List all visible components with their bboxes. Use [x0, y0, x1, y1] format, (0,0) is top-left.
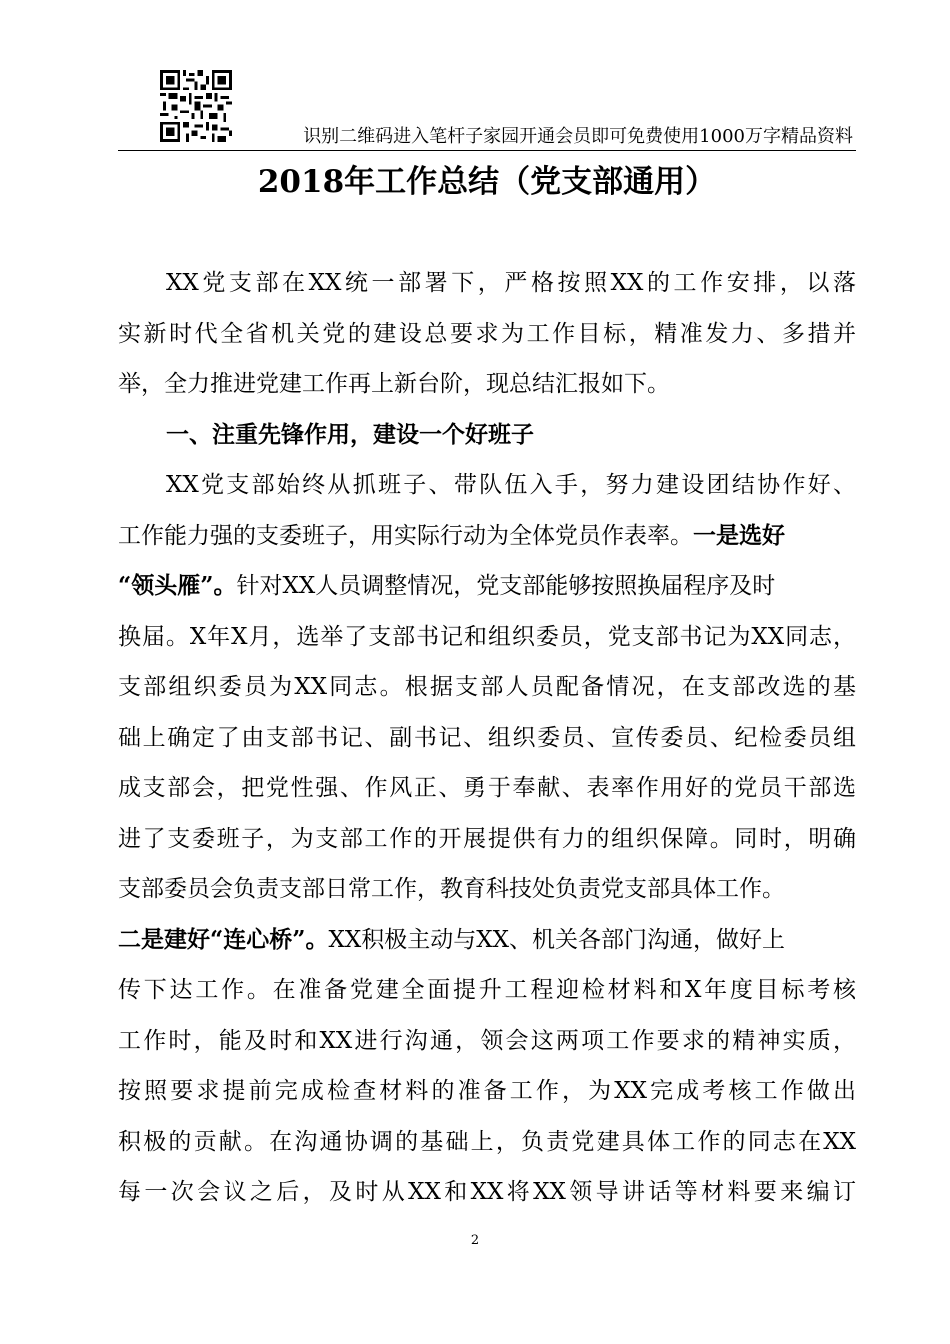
paragraph-line-16: 工作时，能及时和XX进行沟通，领会这两项工作要求的精神实质， — [118, 1027, 856, 1054]
point-one-title: “领头雁”。 — [118, 572, 237, 599]
paragraph-line-2: 实新时代全省机关党的建设总要求为工作目标，精准发力、多措并 — [118, 320, 856, 347]
paragraph-line-12: 进了支委班子，为支部工作的开展提供有力的组织保障。同时，明确 — [118, 825, 856, 852]
paragraph-line-8: 换届。X年X月，选举了支部书记和组织委员，党支部书记为XX同志， — [118, 623, 856, 650]
paragraph-line-13: 支部委员会负责支部日常工作，教育科技处负责党支部具体工作。 — [118, 876, 785, 902]
qr-code — [160, 70, 232, 142]
paragraph-line-7 — [118, 561, 856, 612]
page-number: 2 — [470, 1233, 480, 1248]
header-note: 识别二维码进入笔杆子家园开通会员即可免费使用1000万字精品资料 — [303, 126, 853, 147]
paragraph-line-18: 积极的贡献。在沟通协调的基础上，负责党建具体工作的同志在XX — [118, 1128, 856, 1155]
point-one-label: 一是选好 — [693, 521, 785, 549]
document-title: 2018年工作总结（党支部通用） — [257, 164, 717, 200]
line-7-text: 针对XX人员调整情况，党支部能够按照换届程序及时 — [236, 573, 776, 599]
paragraph-line-19: 每一次会议之后，及时从XX和XX将XX领导讲话等材料要来编订 — [118, 1179, 856, 1205]
paragraph-line-10: 础上确定了由支部书记、副书记、组织委员、宣传委员、纪检委员组 — [118, 724, 856, 751]
header-divider — [118, 150, 856, 151]
paragraph-line-14 — [118, 915, 856, 966]
document-body — [118, 258, 856, 1218]
paragraph-line-6 — [118, 511, 856, 562]
paragraph-line-1: XX党支部在XX统一部署下，严格按照XX的工作安排，以落 — [166, 270, 856, 296]
paragraph-line-17: 按照要求提前完成检查材料的准备工作，为XX完成考核工作做出 — [118, 1078, 856, 1104]
line-6-text: 工作能力强的支委班子，用实际行动为全体党员作表率。 — [118, 522, 693, 549]
section-heading: 一、注重先锋作用，建设一个好班子 — [166, 421, 534, 448]
paragraph-line-11: 成支部会，把党性强、作风正、勇于奉献、表率作用好的党员干部选 — [118, 775, 856, 801]
paragraph-line-5: XX党支部始终从抓班子、带队伍入手，努力建设团结协作好、 — [166, 472, 856, 498]
paragraph-line-3: 举，全力推进党建工作再上新台阶，现总结汇报如下。 — [118, 371, 670, 397]
paragraph-line-9: 支部组织委员为XX同志。根据支部人员配备情况，在支部改选的基 — [118, 674, 856, 700]
paragraph-line-15: 传下达工作。在准备党建全面提升工程迎检材料和X年度目标考核 — [118, 977, 856, 1003]
line-14-text: XX积极主动与XX、机关各部门沟通，做好上 — [328, 926, 785, 953]
point-two-title: 二是建好“连心桥”。 — [118, 925, 329, 953]
